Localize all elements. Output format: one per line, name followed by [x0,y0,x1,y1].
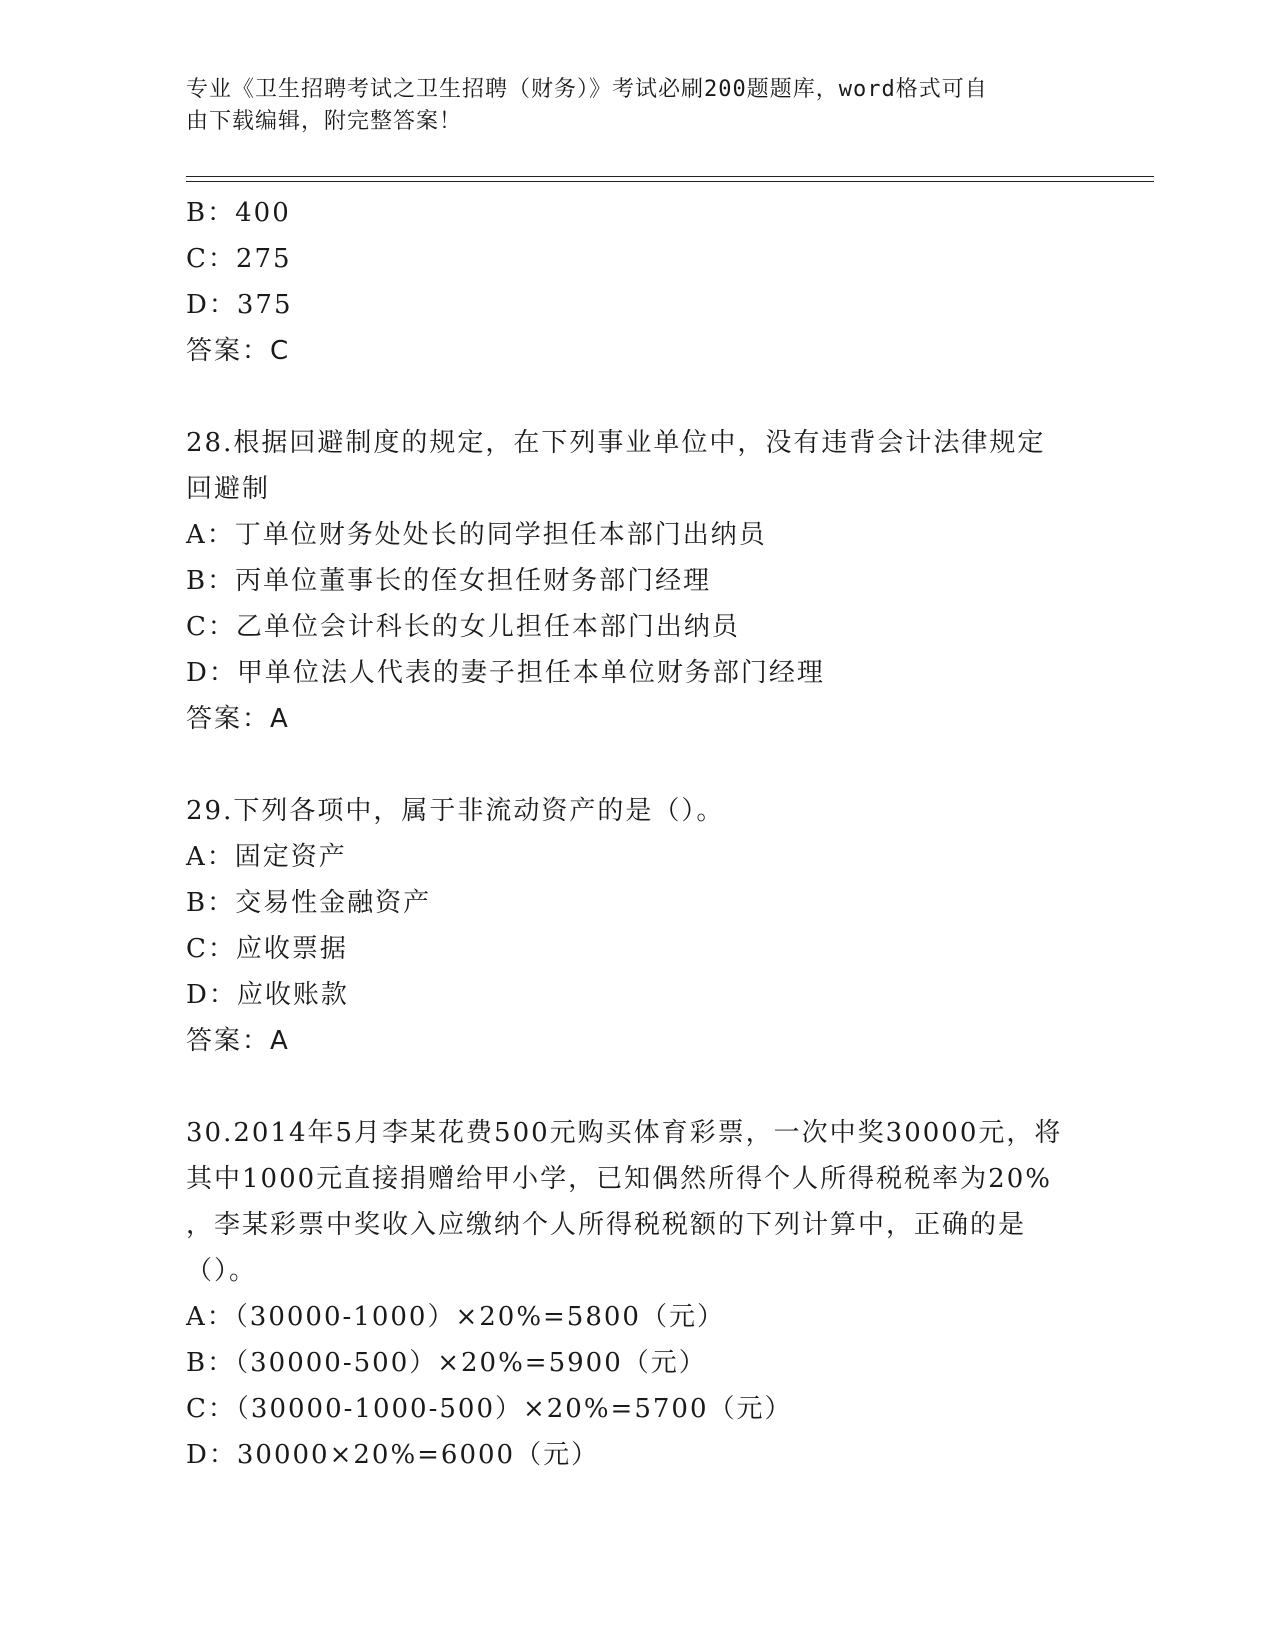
option-line: C：乙单位会计科长的女儿担任本部门出纳员 [186,612,740,642]
question-27-tail [186,190,1086,374]
option-line: C：（30000-1000-500）×20%=5700（元） [186,1394,793,1424]
answer-line: 答案：C [186,336,291,366]
document-content [186,190,1086,1478]
question-stem-line: 30.2014年5月李某花费500元购买体育彩票，一次中奖30000元，将 [186,1118,1063,1148]
option-line: D：应收账款 [186,980,349,1010]
option-line: B：（30000-500）×20%=5900（元） [186,1348,707,1378]
answer-line: 答案：A [186,1026,290,1056]
question-29 [186,788,1086,1064]
option-line: D：375 [186,290,293,320]
question-stem-line: （）。 [186,1256,258,1286]
document-header [186,74,1066,138]
option-line: A：固定资产 [186,842,347,872]
option-line: D：30000×20%=6000（元） [186,1440,600,1470]
question-stem-line: 28.根据回避制度的规定，在下列事业单位中，没有违背会计法律规定 [186,428,1046,458]
option-line: B：交易性金融资产 [186,888,432,918]
header-line-1: 专业《卫生招聘考试之卫生招聘（财务）》考试必刷200题题库，word格式可自 [186,77,988,102]
option-line: B：400 [186,198,291,228]
header-line-2: 由下载编辑，附完整答案！ [186,109,463,134]
question-28 [186,420,1086,742]
option-line: A：（30000-1000）×20%=5800（元） [186,1302,725,1332]
answer-line: 答案：A [186,704,290,734]
option-line: B：丙单位董事长的侄女担任财务部门经理 [186,566,712,596]
header-rule-top [186,176,1154,177]
question-stem-line: 其中1000元直接捐赠给甲小学，已知偶然所得个人所得税税率为20% [186,1164,1052,1194]
option-line: D：甲单位法人代表的妻子担任本单位财务部门经理 [186,658,825,688]
header-rule-bottom [186,181,1154,182]
question-30 [186,1110,1086,1478]
option-line: C：应收票据 [186,934,348,964]
option-line: A：丁单位财务处处长的同学担任本部门出纳员 [186,520,767,550]
question-stem-line: ，李某彩票中奖收入应缴纳个人所得税税额的下列计算中，正确的是 [186,1210,1027,1240]
option-line: C：275 [186,244,292,274]
question-stem-line: 回避制 [186,474,271,504]
question-stem-line: 29.下列各项中，属于非流动资产的是（）。 [186,796,725,826]
